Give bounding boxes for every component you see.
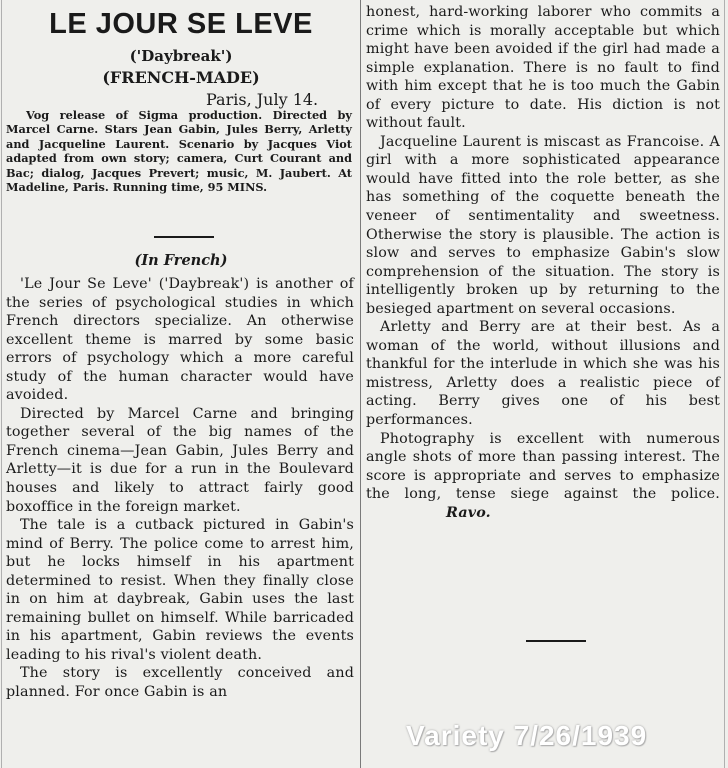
right-body xyxy=(366,3,720,522)
paragraph: Directed by Marcel Carne and bringing together several of the big names of the French cinema—Jean Gabin, Jules Berry and Arletty—it is due for a run in the Boulevard houses and likely to attract fairly good boxoffice in the foreign market. xyxy=(6,405,354,515)
reviewer-signature: Ravo. xyxy=(446,504,491,521)
paragraph: 'Le Jour Se Leve' ('Daybreak') is another of the series of psychological studies in which French directors specialize. An otherwise excellent theme is marred by some basic errors of psychology which a more careful study of the human character would have avoided. xyxy=(6,276,354,404)
paragraph: Arletty and Berry are at their best. As a woman of the world, without illusions and thankful for the interlude in which she was his mistress, Arletty does a realistic piece of acting. Berry gives one of his best performances. xyxy=(366,319,720,429)
credits-block: Vog release of Sigma production. Directed by Marcel Carne. Stars Jean Gabin, Jules Berry, Arletty and Jacqueline Laurent. Scenario by Jacques Viot adapted from own story; camera, Curt Courant and Bac; dialog, Jacques Prevert; music, M. Jaubert. At Madeline, Paris. Running time, 95 MINS. xyxy=(6,108,352,195)
left-edge-rule xyxy=(1,0,2,768)
review-subtitle: ('Daybreak') xyxy=(129,47,233,65)
column-rule xyxy=(360,0,361,768)
source-watermark: Variety 7/26/1939 xyxy=(406,720,648,751)
review-title: LE JOUR SE LEVE xyxy=(49,8,313,40)
right-edge-rule xyxy=(724,0,725,768)
right-column xyxy=(366,0,722,768)
left-body xyxy=(6,275,354,702)
paragraph: honest, hard-working laborer who commits a crime which is morally acceptable but which might have been avoided if the girl had made a simple explanation. There is no fault to find with him except that he is too much the Gabin of every picture to date. His diction is not without fault. xyxy=(366,4,720,132)
language-note: (In French) xyxy=(134,252,228,269)
origin-label: (FRENCH-MADE) xyxy=(102,68,260,87)
section-divider xyxy=(154,236,214,238)
paragraph: The tale is a cutback pictured in Gabin's mind of Berry. The police come to arrest him, but he locks himself in his apartment determined to resist. When they finally close in on him at daybreak, Gabin uses the last remaining bullet on himself. While barricaded in his apartment, Gabin reviews the events leading to his rival's violent death. xyxy=(6,517,354,663)
dateline: Paris, July 14. xyxy=(206,90,319,109)
paragraph xyxy=(366,430,720,523)
paragraph: Jacqueline Laurent is miscast as Francoise. A girl with a more sophisticated appearance would have fitted into the role better, as she has something of the coquette beneath the veneer of sentimentality and sweetness. Otherwise the story is plausible. The action is slow and serves to emphasize Gabin's slow comprehension of the situation. The story is intelligently broken up by returning to the besieged apartment on several occasions. xyxy=(366,133,720,317)
end-divider xyxy=(526,640,586,642)
paragraph: The story is excellently conceived and planned. For once Gabin is an xyxy=(6,665,354,701)
left-column xyxy=(6,0,356,768)
paragraph-text: Photography is excellent with numerous angle shots of more than passing interest. The score is appropriate and serves to emphasize the long, tense siege against the police. xyxy=(366,430,720,503)
